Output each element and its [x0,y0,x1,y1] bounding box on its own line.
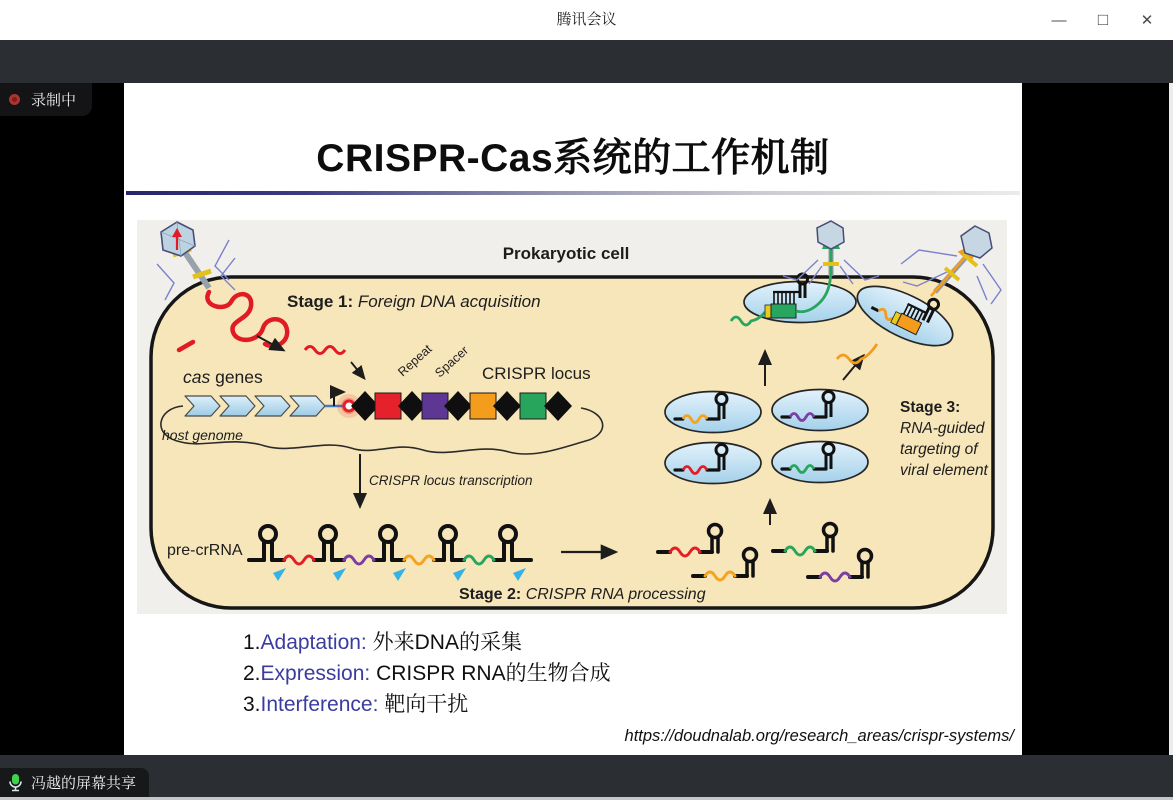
list-item: 3.Interference: 靶向干扰 [243,693,469,716]
pre-crrna-label: pre-crRNA [167,542,243,559]
shared-slide [124,83,1022,755]
bottom-toolbar [0,755,1173,797]
recording-badge[interactable] [0,83,92,116]
window-title: 腾讯会议 [556,11,617,28]
recording-label: 录制中 [31,92,77,109]
crispr-locus-label: CRISPR locus [482,364,591,383]
host-genome-label: host genome [162,427,243,443]
minimize-icon[interactable]: — [1051,11,1067,29]
screen-share-stage [0,83,1173,755]
stage2-label: Stage 2: CRISPR RNA processing [459,586,706,603]
crispr-diagram-art [137,220,1007,614]
repeat-label: Repeat [395,341,435,380]
meeting-toolbar-strip [0,40,1173,83]
window-titlebar [0,0,1173,40]
right-edge-strip [1169,83,1173,755]
crispr-figure [137,220,1007,614]
cas-genes-label: cas genes [183,367,263,387]
screen-share-badge [0,768,149,797]
record-dot-icon [9,94,20,105]
stage1-label: Stage 1: Foreign DNA acquisition [287,292,541,311]
window-controls [1037,0,1169,40]
spacer-label: Spacer [432,343,472,381]
share-label: 冯越的屏幕共享 [31,775,137,792]
microphone-icon [8,773,23,792]
transcription-label: CRISPR locus transcription [369,473,533,488]
list-item: 1.Adaptation: 外来DNA的采集 [243,631,522,654]
close-icon[interactable]: ✕ [1140,12,1154,29]
list-item: 2.Expression: CRISPR RNA的生物合成 [243,662,611,685]
title-underline [126,191,1020,195]
maximize-icon[interactable]: □ [1097,10,1109,29]
slide-title: CRISPR-Cas系统的工作机制 [316,137,830,180]
source-url: https://doudnalab.org/research_areas/crispr-systems/ [624,727,1014,745]
mechanism-list [243,627,611,720]
stage3-label: Stage 3: RNA-guided targeting of viral element [900,399,988,479]
prokaryotic-cell-label: Prokaryotic cell [502,244,630,263]
crispr-locus-array [351,391,572,421]
